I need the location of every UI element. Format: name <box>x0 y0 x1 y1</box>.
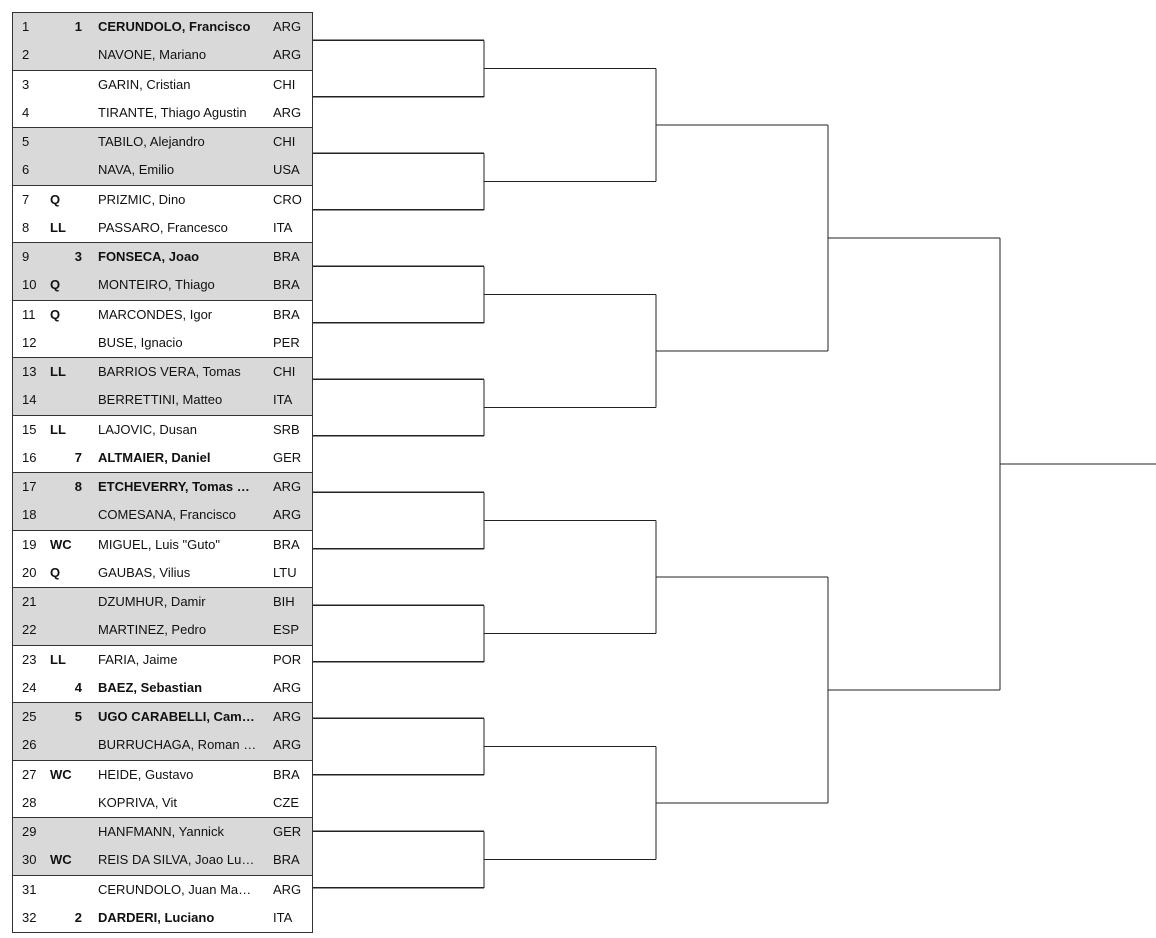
player-name: MARTINEZ, Pedro <box>98 622 207 638</box>
player-name: GAUBAS, Vilius <box>98 564 191 580</box>
draw-position: 10 <box>22 277 37 293</box>
draw-position: 30 <box>22 852 37 868</box>
player-name: BUSE, Ignacio <box>98 334 183 350</box>
draw-position: 23 <box>22 651 37 667</box>
player-name: NAVA, Emilio <box>98 162 175 178</box>
draw-position: 22 <box>22 622 37 638</box>
player-name: MARCONDES, Igor <box>98 306 213 322</box>
seed-number: 4 <box>74 679 82 695</box>
entry-type: WC <box>50 766 72 782</box>
player-nationality: BRA <box>273 766 300 782</box>
draw-position: 31 <box>22 881 37 897</box>
draw-position: 7 <box>22 191 30 207</box>
player-nationality: ITA <box>273 392 293 408</box>
entry-type: WC <box>50 536 72 552</box>
draw-position: 1 <box>22 19 30 34</box>
player-nationality: BRA <box>273 852 300 868</box>
draw-position: 3 <box>22 76 30 92</box>
draw-position: 20 <box>22 564 37 580</box>
player-nationality: ARG <box>273 507 302 523</box>
draw-position: 9 <box>22 249 30 264</box>
entry-type: Q <box>50 277 61 293</box>
player-name: BAEZ, Sebastian <box>98 679 203 695</box>
player-name: TABILO, Alejandro <box>98 134 205 149</box>
player-name: TIRANTE, Thiago Agustin <box>98 104 247 120</box>
draw-position: 14 <box>22 392 37 408</box>
draw-position: 15 <box>22 421 37 437</box>
player-nationality: BRA <box>273 536 300 552</box>
draw-position: 32 <box>22 909 37 925</box>
player-nationality: CHI <box>273 134 296 149</box>
draw-position: 21 <box>22 594 37 609</box>
player-nationality: PER <box>273 334 300 350</box>
player-nationality: CZE <box>273 794 299 810</box>
player-name: PASSARO, Francesco <box>98 219 228 235</box>
player-name: DZUMHUR, Damir <box>98 594 206 609</box>
player-nationality: BRA <box>273 306 300 322</box>
player-name: FARIA, Jaime <box>98 651 178 667</box>
player-name: ALTMAIER, Daniel <box>98 449 211 465</box>
entry-type: LL <box>50 651 66 667</box>
player-nationality: USA <box>273 162 300 178</box>
draw-position: 5 <box>22 134 30 149</box>
entry-type: Q <box>50 191 61 207</box>
draw-position: 28 <box>22 794 37 810</box>
draw-position: 8 <box>22 219 30 235</box>
draw-position: 24 <box>22 679 37 695</box>
player-nationality: BRA <box>273 249 300 264</box>
draw-position: 18 <box>22 507 37 523</box>
draw-position: 12 <box>22 334 37 350</box>
player-name: HANFMANN, Yannick <box>98 824 224 839</box>
seed-number: 3 <box>74 249 82 264</box>
player-nationality: ITA <box>273 909 293 925</box>
player-name: COMESANA, Francisco <box>98 507 236 523</box>
player-name: BURRUCHAGA, Roman … <box>98 737 257 753</box>
player-name: KOPRIVA, Vit <box>98 794 177 810</box>
player-nationality: GER <box>273 824 302 839</box>
entry-type: Q <box>50 306 61 322</box>
entry-type: Q <box>50 564 61 580</box>
player-name: BARRIOS VERA, Tomas <box>98 364 241 379</box>
player-name: LAJOVIC, Dusan <box>98 421 197 437</box>
player-name: ETCHEVERRY, Tomas … <box>98 479 250 494</box>
seed-number: 1 <box>74 19 82 34</box>
player-nationality: GER <box>273 449 302 465</box>
seed-number: 2 <box>74 909 82 925</box>
draw-position: 13 <box>22 364 37 379</box>
player-nationality: BIH <box>273 594 295 609</box>
draw-position: 19 <box>22 536 37 552</box>
entry-type: LL <box>50 364 66 379</box>
player-nationality: ARG <box>273 479 302 494</box>
player-nationality: ARG <box>273 104 302 120</box>
player-nationality: ARG <box>273 737 302 753</box>
seed-number: 8 <box>74 479 82 494</box>
draw-position: 27 <box>22 766 37 782</box>
player-name: BERRETTINI, Matteo <box>98 392 223 408</box>
draw-position: 25 <box>22 709 37 724</box>
player-name: CERUNDOLO, Juan Ma… <box>98 881 252 897</box>
player-name: MIGUEL, Luis "Guto" <box>98 536 220 552</box>
player-nationality: CRO <box>273 191 302 207</box>
player-name: HEIDE, Gustavo <box>98 766 194 782</box>
player-nationality: LTU <box>273 564 297 580</box>
draw-position: 16 <box>22 449 37 465</box>
draw-position: 4 <box>22 104 30 120</box>
player-nationality: SRB <box>273 421 300 437</box>
player-nationality: ARG <box>273 881 302 897</box>
player-nationality: ARG <box>273 709 302 724</box>
draw-position: 11 <box>22 306 36 322</box>
player-nationality: ARG <box>273 19 302 34</box>
entry-type: LL <box>50 219 66 235</box>
entry-type: LL <box>50 421 66 437</box>
player-name: PRIZMIC, Dino <box>98 191 186 207</box>
player-nationality: ARG <box>273 679 302 695</box>
player-name: CERUNDOLO, Francisco <box>98 19 251 34</box>
player-nationality: ARG <box>273 47 302 63</box>
seed-number: 7 <box>74 449 82 465</box>
player-nationality: ITA <box>273 219 293 235</box>
player-nationality: POR <box>273 651 302 667</box>
player-name: UGO CARABELLI, Cam… <box>98 709 255 724</box>
player-nationality: ESP <box>273 622 300 638</box>
draw-position: 2 <box>22 47 30 63</box>
player-name: NAVONE, Mariano <box>98 47 207 63</box>
draw-position: 26 <box>22 737 37 753</box>
draw-position: 29 <box>22 824 37 839</box>
player-name: FONSECA, Joao <box>98 249 200 264</box>
player-nationality: CHI <box>273 364 296 379</box>
draw-position: 6 <box>22 162 30 178</box>
seed-number: 5 <box>74 709 82 724</box>
player-name: REIS DA SILVA, Joao Lu… <box>98 852 255 868</box>
player-nationality: CHI <box>273 76 296 92</box>
player-name: DARDERI, Luciano <box>98 909 215 925</box>
player-name: GARIN, Cristian <box>98 76 191 92</box>
entry-type: WC <box>50 852 72 868</box>
player-nationality: BRA <box>273 277 300 293</box>
player-name: MONTEIRO, Thiago <box>98 277 215 293</box>
draw-position: 17 <box>22 479 37 494</box>
